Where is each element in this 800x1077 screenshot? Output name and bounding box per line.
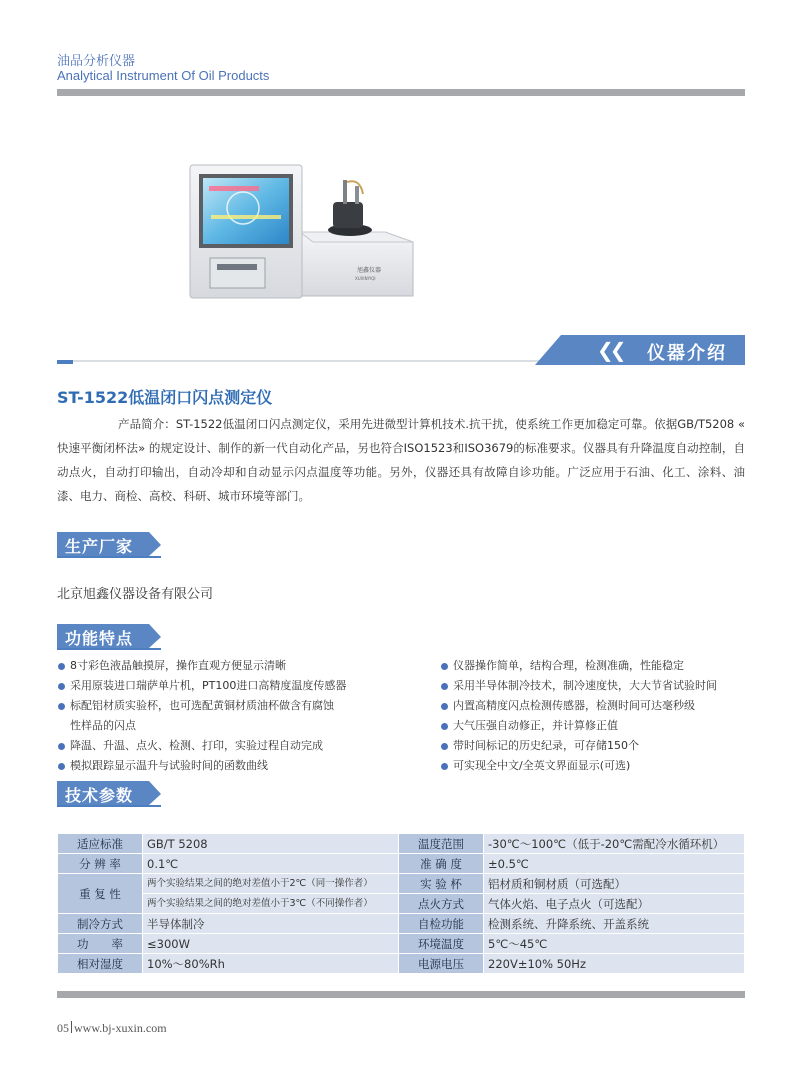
spec-value: 两个实验结果之间的绝对差值小于3℃（不同操作者） xyxy=(143,894,399,914)
footer xyxy=(57,1021,167,1036)
spec-label: 自检功能 xyxy=(399,914,484,934)
header-category-cn: 油品分析仪器 xyxy=(57,54,136,69)
spec-value: 10%～80%Rh xyxy=(143,954,399,974)
table-row xyxy=(58,874,745,894)
table-row xyxy=(58,914,745,934)
section-banner xyxy=(535,335,745,365)
feature-item: 采用半导体制冷技术，制冷速度快，大大节省试验时间 xyxy=(440,676,750,696)
spec-value: ±0.5℃ xyxy=(484,854,745,874)
spec-label: 功 率 xyxy=(58,934,143,954)
spec-value: GB/T 5208 xyxy=(143,834,399,854)
spec-label: 环境温度 xyxy=(399,934,484,954)
product-image xyxy=(185,160,415,310)
footer-separator xyxy=(71,1021,72,1033)
product-intro: 产品简介：ST-1522低温闭口闪点测定仪，采用先进微型计算机技术.抗干扰，使系统工作更加稳定可靠。依据GB/T5208 « 快速平衡闭杯法» 的规定设计、制作的新一代自动化产品，另也符合ISO1523和ISO3679的标准要求。仪器具有升降温度自动控制，自动点火，自动打印输出，自动冷却和自动显示闪点温度等功能。另外，仪器还具有故障自诊功能。广泛应用于石油、化工、涂料、油漆、电力、商检、高校、科研、城市环境等部门。 xyxy=(57,417,745,503)
spec-value: 检测系统、升降系统、开盖系统 xyxy=(484,914,745,934)
tab-underline xyxy=(57,556,161,558)
spec-label: 准 确 度 xyxy=(399,854,484,874)
feature-item: 内置高精度闪点检测传感器，检测时间可达毫秒级 xyxy=(440,696,750,716)
header-divider xyxy=(57,89,745,96)
banner-title: 仪器介绍 xyxy=(647,343,727,364)
section-tab-specs xyxy=(57,781,161,807)
spec-label: 电源电压 xyxy=(399,954,484,974)
spec-value: 两个实验结果之间的绝对差值小于2℃（同一操作者） xyxy=(143,874,399,894)
spec-label: 温度范围 xyxy=(399,834,484,854)
feature-item: 8寸彩色液晶触摸屏，操作直观方便显示清晰 xyxy=(57,656,397,676)
section-tab-maker xyxy=(57,532,161,558)
spec-label: 重 复 性 xyxy=(58,874,143,914)
section-title-maker: 生产厂家 xyxy=(65,537,134,556)
feature-item: 标配铝材质实验杯，也可选配黄铜材质油杯做含有腐蚀 xyxy=(57,696,397,716)
website-link[interactable]: www.bj-xuxin.com xyxy=(74,1021,167,1035)
feature-item: 可实现全中文/全英文界面显示(可选) xyxy=(440,756,750,776)
spec-label: 适应标准 xyxy=(58,834,143,854)
table-row xyxy=(58,854,745,874)
feature-item: 仪器操作简单，结构合理，检测准确，性能稳定 xyxy=(440,656,750,676)
table-row xyxy=(58,934,745,954)
spec-value: -30℃～100℃（低于-20℃需配冷水循环机） xyxy=(484,834,745,854)
tab-underline xyxy=(57,805,161,807)
feature-item: 降温、升温、点火、检测、打印，实验过程自动完成 xyxy=(57,736,397,756)
manufacturer-name: 北京旭鑫仪器设备有限公司 xyxy=(57,587,214,602)
feature-item: 大气压强自动修正，并计算修正值 xyxy=(440,716,750,736)
feature-item-continuation: 性样品的闪点 xyxy=(70,719,136,732)
product-title: ST-1522低温闭口闪点测定仪 xyxy=(57,388,273,407)
features-left-list xyxy=(57,656,397,776)
spec-value: 铝材质和铜材质（可选配） xyxy=(484,874,745,894)
section-title-specs: 技术参数 xyxy=(65,786,134,805)
feature-item: 带时间标记的历史纪录，可存储150个 xyxy=(440,736,750,756)
table-row xyxy=(58,834,745,854)
features-right-list xyxy=(440,656,750,776)
spec-label: 点火方式 xyxy=(399,894,484,914)
spec-label: 相对湿度 xyxy=(58,954,143,974)
spec-value: 5℃～45℃ xyxy=(484,934,745,954)
page-number: 05 xyxy=(57,1021,69,1035)
spec-value: 半导体制冷 xyxy=(143,914,399,934)
spec-value: ≤300W xyxy=(143,934,399,954)
table-row xyxy=(58,894,745,914)
double-chevron-left-icon: ❮❮ xyxy=(597,338,623,362)
device-brand-cn: 旭鑫仪器 xyxy=(357,267,382,274)
section-title-features: 功能特点 xyxy=(65,629,134,648)
tab-underline xyxy=(57,648,161,650)
section-tab-features xyxy=(57,624,161,650)
footer-divider xyxy=(57,991,745,998)
banner-rule-accent xyxy=(57,360,73,364)
header-category-en: Analytical Instrument Of Oil Products xyxy=(57,68,270,83)
spec-value: 220V±10% 50Hz xyxy=(484,954,745,974)
spec-value: 0.1℃ xyxy=(143,854,399,874)
table-row xyxy=(58,954,745,974)
device-brand-en: XUXINYIQI xyxy=(355,276,376,281)
spec-label: 实 验 杯 xyxy=(399,874,484,894)
spec-label: 分 辨 率 xyxy=(58,854,143,874)
spec-label: 制冷方式 xyxy=(58,914,143,934)
feature-item: 模拟跟踪显示温升与试验时间的函数曲线 xyxy=(57,756,397,776)
spec-value: 气体火焰、电子点火（可选配） xyxy=(484,894,745,914)
spec-table xyxy=(57,833,745,974)
feature-item: 采用原装进口瑞萨单片机，PT100进口高精度温度传感器 xyxy=(57,676,397,696)
